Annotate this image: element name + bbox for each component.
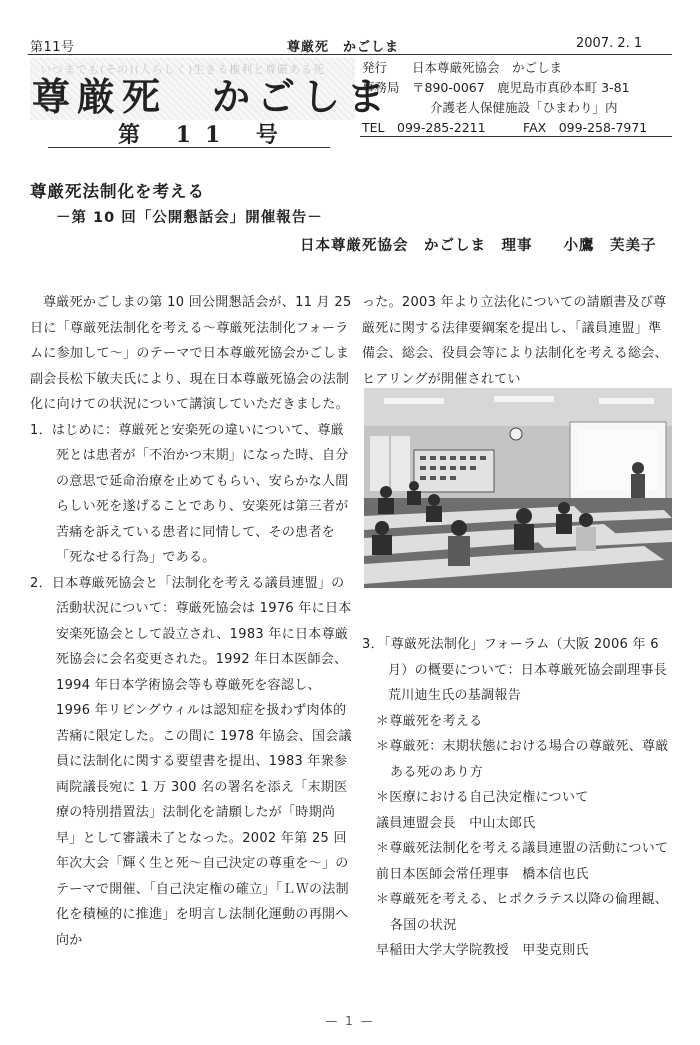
continuation-paragraph: った。2003 年より立法化についての請願書及び尊厳死に関する法律要綱案を提出し、「議員連盟」準備会、総会、役員会等により法制化を考える総会、ヒアリングが開催されてい xyxy=(362,295,668,387)
forum-topic: ＊医療における自己決定権について xyxy=(376,790,589,805)
page-number: — 1 — xyxy=(325,1014,375,1028)
phone-underline xyxy=(360,136,672,137)
right-column-bottom xyxy=(362,632,681,964)
section-1-paragraph: 1．はじめに：尊厳死と安楽死の違いについて、尊厳死とは患者が「不治かつ末期」になった時、自分の意思で延命治療を止めてもらい、安らかな人間らしい死を遂げることであり、安楽死は第三者が苦痛を訴えている患者に同情して、その患者を「死なせる行為」である。 xyxy=(30,422,349,565)
forum-topic: ＊尊厳死を考える xyxy=(376,713,483,729)
section-3-paragraph: 3．「尊厳死法制化」フォーラム（大阪 2006 年 6 月）の概要について：日本尊厳死協会副理事長 荒川迪生氏の基調報告 xyxy=(362,637,681,703)
publisher-line: 発行 日本尊厳死協会 かごしま xyxy=(362,60,563,75)
article-subtitle: －第 10 回「公開懇話会」開催報告－ xyxy=(56,210,323,226)
forum-speaker: 議員連盟会長 中山太郎氏 xyxy=(376,815,536,831)
forum-speaker: 早稲田大学大学院教授 甲斐克則氏 xyxy=(376,943,589,958)
forum-topic: ＊尊厳死を考える、ヒポクラテス以降の倫理観、各国の状況 xyxy=(376,892,669,933)
right-column-top xyxy=(362,290,674,392)
section-2-paragraph: 2．日本尊厳死協会と「法制化を考える議員連盟」の活動状況について：尊厳死協会は 1976 年に日本安楽死協会として設立され、1983 年に日本尊厳死協会に会名変更された。1992 年日本医師会、1994 年日本学術協会等も尊厳死を容認し、1996 年リビングウィルは認知症を扱わず肉体的苦痛に限定した。この間に 1978 年協会、国会議員に法制化に関する要望書を提出、1983 年衆参両院議長宛に 1 万 300 名の署名を添え「末期医療の特別措置法」法制化を請願したが「時期尚早」として審議未了となった。2002 年第 25 回年次大会「輝く生と死～自己決定の尊重を～」のテーマで開催、「自己決定権の確立」「ＬＷの法制化を積極的に推進」を明言し法制化運動の再開へ向か xyxy=(30,575,352,948)
office-facility: 介護老人保健施設「ひまわり」内 xyxy=(430,100,618,115)
intro-paragraph: 尊厳死かごしまの第 10 回公開懇話会が、11 月 25 日に「尊厳死法制化を考える～尊厳死法制化フォーラムに参加して～」のテーマで日本尊厳死協会かごしま副会長松下敏夫氏により、現在日本尊厳死協会の法制化に向けての状況について講演していただきました。 xyxy=(30,295,352,412)
forum-speaker: 前日本医師会常任理事 橋本信也氏 xyxy=(376,866,589,882)
header-rule xyxy=(28,54,672,55)
office-address: 事務局 〒890-0067 鹿児島市真砂本町 3-81 xyxy=(362,80,630,95)
left-column xyxy=(30,290,352,953)
article-author: 日本尊厳死協会 かごしま 理事 小鷹 芙美子 xyxy=(300,238,657,254)
running-issue-number: 第11号 xyxy=(30,40,75,55)
masthead-rule xyxy=(48,147,330,148)
running-title: 尊厳死 かごしま xyxy=(287,40,400,55)
article-title: 尊厳死法制化を考える xyxy=(30,182,205,201)
forum-topic: ＊尊厳死：末期状態における場合の尊厳死、尊厳ある死のあり方 xyxy=(376,739,669,780)
masthead-issue: 第 11 号 xyxy=(118,122,292,148)
running-date: 2007. 2. 1 xyxy=(576,36,643,51)
office-phone-fax: TEL 099-285-2211 FAX 099-258-7971 xyxy=(362,120,648,135)
lecture-hall-photo xyxy=(364,388,672,588)
forum-topic: ＊尊厳死法制化を考える議員連盟の活動について xyxy=(376,841,669,856)
masthead-title: 尊厳死 かごしま xyxy=(32,74,393,119)
masthead-background-text: いつまでも(その)(人らしく)生きる権利と尊厳ある死 xyxy=(40,63,326,76)
